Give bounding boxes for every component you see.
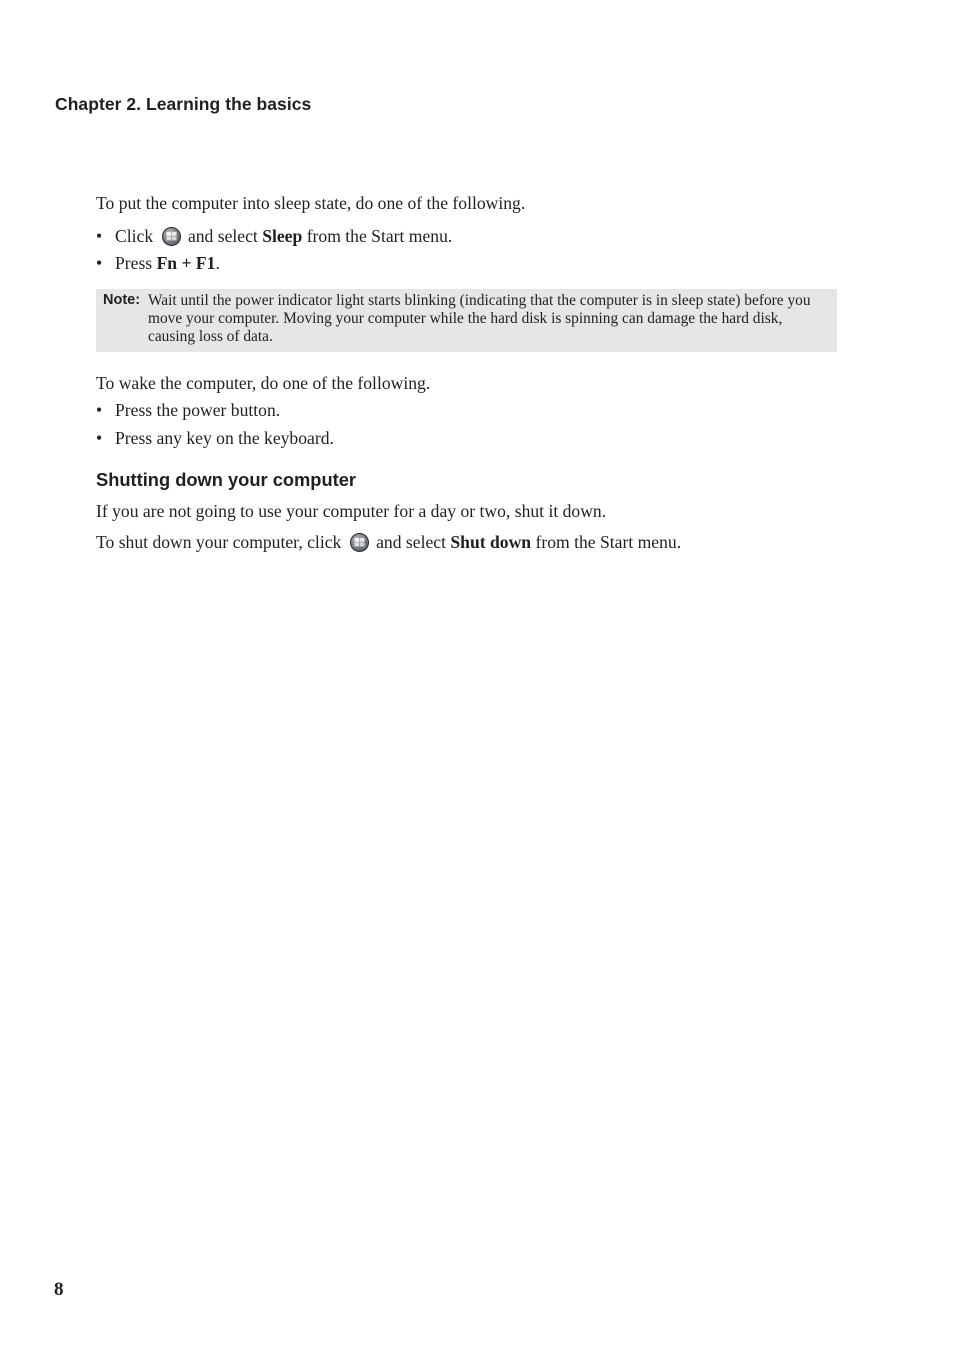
- bullet-dot: •: [96, 428, 103, 448]
- shutdown-para-2: [96, 532, 681, 553]
- sleep-intro: To put the computer into sleep state, do one of the following.: [96, 193, 526, 213]
- bullet-text-before: Click: [115, 226, 154, 246]
- bullet-dot: •: [96, 226, 103, 246]
- bullet-text-middle: and select: [187, 226, 258, 246]
- wake-bullet-power: [96, 400, 280, 421]
- sleep-bullet-click: [96, 226, 452, 247]
- section-heading-shutdown: Shutting down your computer: [96, 469, 356, 490]
- wake-bullet-key: [96, 428, 334, 449]
- key-combination: Fn + F1: [156, 253, 216, 273]
- windows-start-orb-icon: [350, 533, 369, 552]
- page-number: 8: [54, 1279, 64, 1300]
- sleep-command: Sleep: [262, 226, 303, 246]
- shutdown-text-after: from the Start menu.: [535, 532, 682, 552]
- note-box: [96, 289, 837, 352]
- wake-intro: To wake the computer, do one of the following.: [96, 373, 431, 393]
- bullet-text: Press any key on the keyboard.: [115, 428, 334, 448]
- bullet-text: Press the power button.: [115, 400, 281, 420]
- chapter-header: Chapter 2. Learning the basics: [55, 94, 312, 114]
- shutdown-text-before: To shut down your computer, click: [96, 532, 342, 552]
- bullet-text-after: .: [215, 253, 220, 273]
- bullet-text-after: from the Start menu.: [306, 226, 453, 246]
- shutdown-para-1: If you are not going to use your computer for a day or two, shut it down.: [96, 501, 607, 521]
- bullet-dot: •: [96, 400, 103, 420]
- bullet-dot: •: [96, 253, 103, 273]
- windows-start-orb-icon: [162, 227, 181, 246]
- shutdown-command: Shut down: [450, 532, 532, 552]
- sleep-bullet-press: [96, 253, 220, 274]
- note-label: Note:: [103, 292, 141, 308]
- shutdown-text-middle: and select: [376, 532, 446, 552]
- bullet-text-before: Press: [115, 253, 153, 273]
- note-text: Wait until the power indicator light starts blinking (indicating that the computer is in sleep state) before you move your computer. Moving your computer while the hard disk is spinning can damage the hard disk, causing loss of data.: [148, 292, 811, 345]
